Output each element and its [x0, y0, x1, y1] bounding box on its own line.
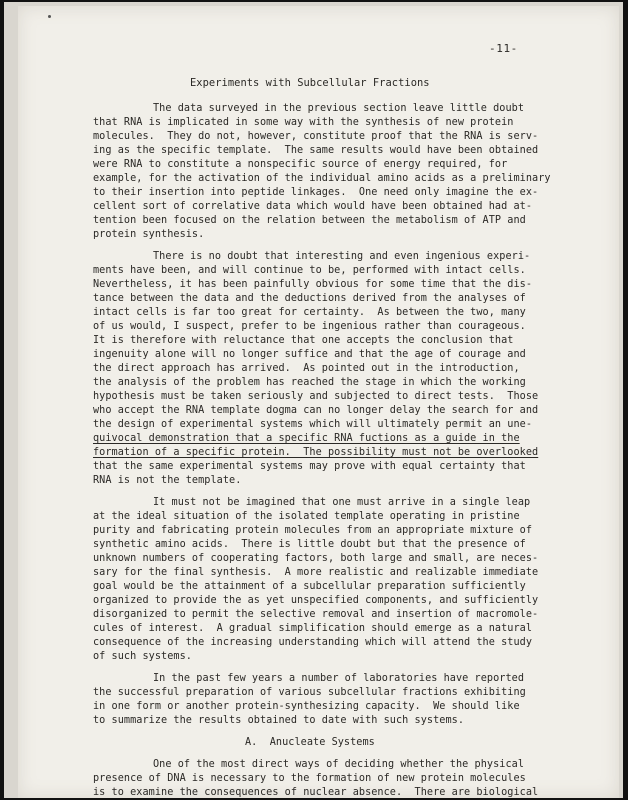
text-line: protein synthesis. [93, 229, 205, 240]
text-line: In the past few years a number of laboratories have reported [153, 673, 525, 684]
typed-page [18, 6, 619, 798]
text-line: synthetic amino acids. There is little doubt but that the presence of [93, 539, 526, 550]
subsection-heading: A. Anucleate Systems [245, 737, 375, 748]
text-line: the design of experimental systems which will ultimately permit an une- [93, 419, 533, 430]
text-line: were RNA to constitute a nonspecific source of energy required, for [93, 159, 508, 170]
text-line: ingenuity alone will no longer suffice and that the age of courage and [93, 349, 526, 360]
text-line: presence of DNA is necessary to the formation of new protein molecules [93, 773, 526, 784]
text-line: tance between the data and the deductions derived from the analyses of [93, 293, 526, 304]
text-line: intact cells is far too great for certainty. As between the two, many [93, 307, 526, 318]
speck-mark [48, 15, 51, 18]
text-line: sary for the final synthesis. A more realistic and realizable immediate [93, 567, 539, 578]
text-line: There is no doubt that interesting and even ingenious experi- [153, 251, 531, 262]
text-line: purity and fabricating protein molecules from an appropriate mixture of [93, 525, 533, 536]
text-line: hypothesis must be taken seriously and subjected to direct tests. Those [93, 391, 539, 402]
text-line: consequence of the increasing understanding which will attend the study [93, 637, 533, 648]
text-line: Nevertheless, it has been painfully obvious for some time that the dis- [93, 279, 533, 290]
text-line: of us would, I suspect, prefer to be ingenious rather than courageous. [93, 321, 526, 332]
text-line: that RNA is implicated in some way with the synthesis of new protein [93, 117, 514, 128]
text-line: who accept the RNA template dogma can no longer delay the search for and [93, 405, 539, 416]
text-line: in one form or another protein-synthesizing capacity. We should like [93, 701, 520, 712]
text-line: to summarize the results obtained to date with such systems. [93, 715, 465, 726]
text-line: ments have been, and will continue to be, performed with intact cells. [93, 265, 526, 276]
text-line: organized to provide the as yet unspecified components, and sufficiently [93, 595, 539, 606]
text-line: example, for the activation of the individual amino acids as a preliminary [93, 173, 551, 184]
text-line: the direct approach has arrived. As pointed out in the introduction, [93, 363, 520, 374]
text-line: at the ideal situation of the isolated template operating in pristine [93, 511, 520, 522]
text-line: The data surveyed in the previous section leave little doubt [153, 103, 525, 114]
text-line: to their insertion into peptide linkages. One need only imagine the ex- [93, 187, 539, 198]
text-line: cellent sort of correlative data which would have been obtained had at- [93, 201, 533, 212]
text-line: ing as the specific template. The same results would have been obtained [93, 145, 539, 156]
text-line: molecules. They do not, however, constitute proof that the RNA is serv- [93, 131, 539, 142]
text-line: the analysis of the problem has reached the stage in which the working [93, 377, 526, 388]
page-number: -11- [489, 42, 518, 55]
underlined-line: formation of a specific protein. The possibility must not be overlooked [93, 447, 539, 458]
text-line: tention been focused on the relation between the metabolism of ATP and [93, 215, 526, 226]
text-line: It must not be imagined that one must arrive in a single leap [153, 497, 531, 508]
section-title: Experiments with Subcellular Fractions [190, 77, 430, 89]
text-line: of such systems. [93, 651, 192, 662]
text-line: the successful preparation of various subcellular fractions exhibiting [93, 687, 526, 698]
text-line: It is therefore with reluctance that one accepts the conclusion that [93, 335, 514, 346]
underlined-line: quivocal demonstration that a specific RNA fuctions as a guide in the [93, 433, 520, 444]
text-line: that the same experimental systems may prove with equal certainty that [93, 461, 526, 472]
text-line: unknown numbers of cooperating factors, both large and small, are neces- [93, 553, 539, 564]
text-line: cules of interest. A gradual simplification should emerge as a natural [93, 623, 533, 634]
text-line: goal would be the attainment of a subcellular preparation sufficiently [93, 581, 526, 592]
text-line: RNA is not the template. [93, 475, 242, 486]
scan-border [4, 2, 623, 798]
text-line: One of the most direct ways of deciding whether the physical [153, 759, 525, 770]
text-line: disorganized to permit the selective removal and insertion of macromole- [93, 609, 539, 620]
text-line: is to examine the consequences of nuclear absence. There are biological [93, 787, 539, 798]
